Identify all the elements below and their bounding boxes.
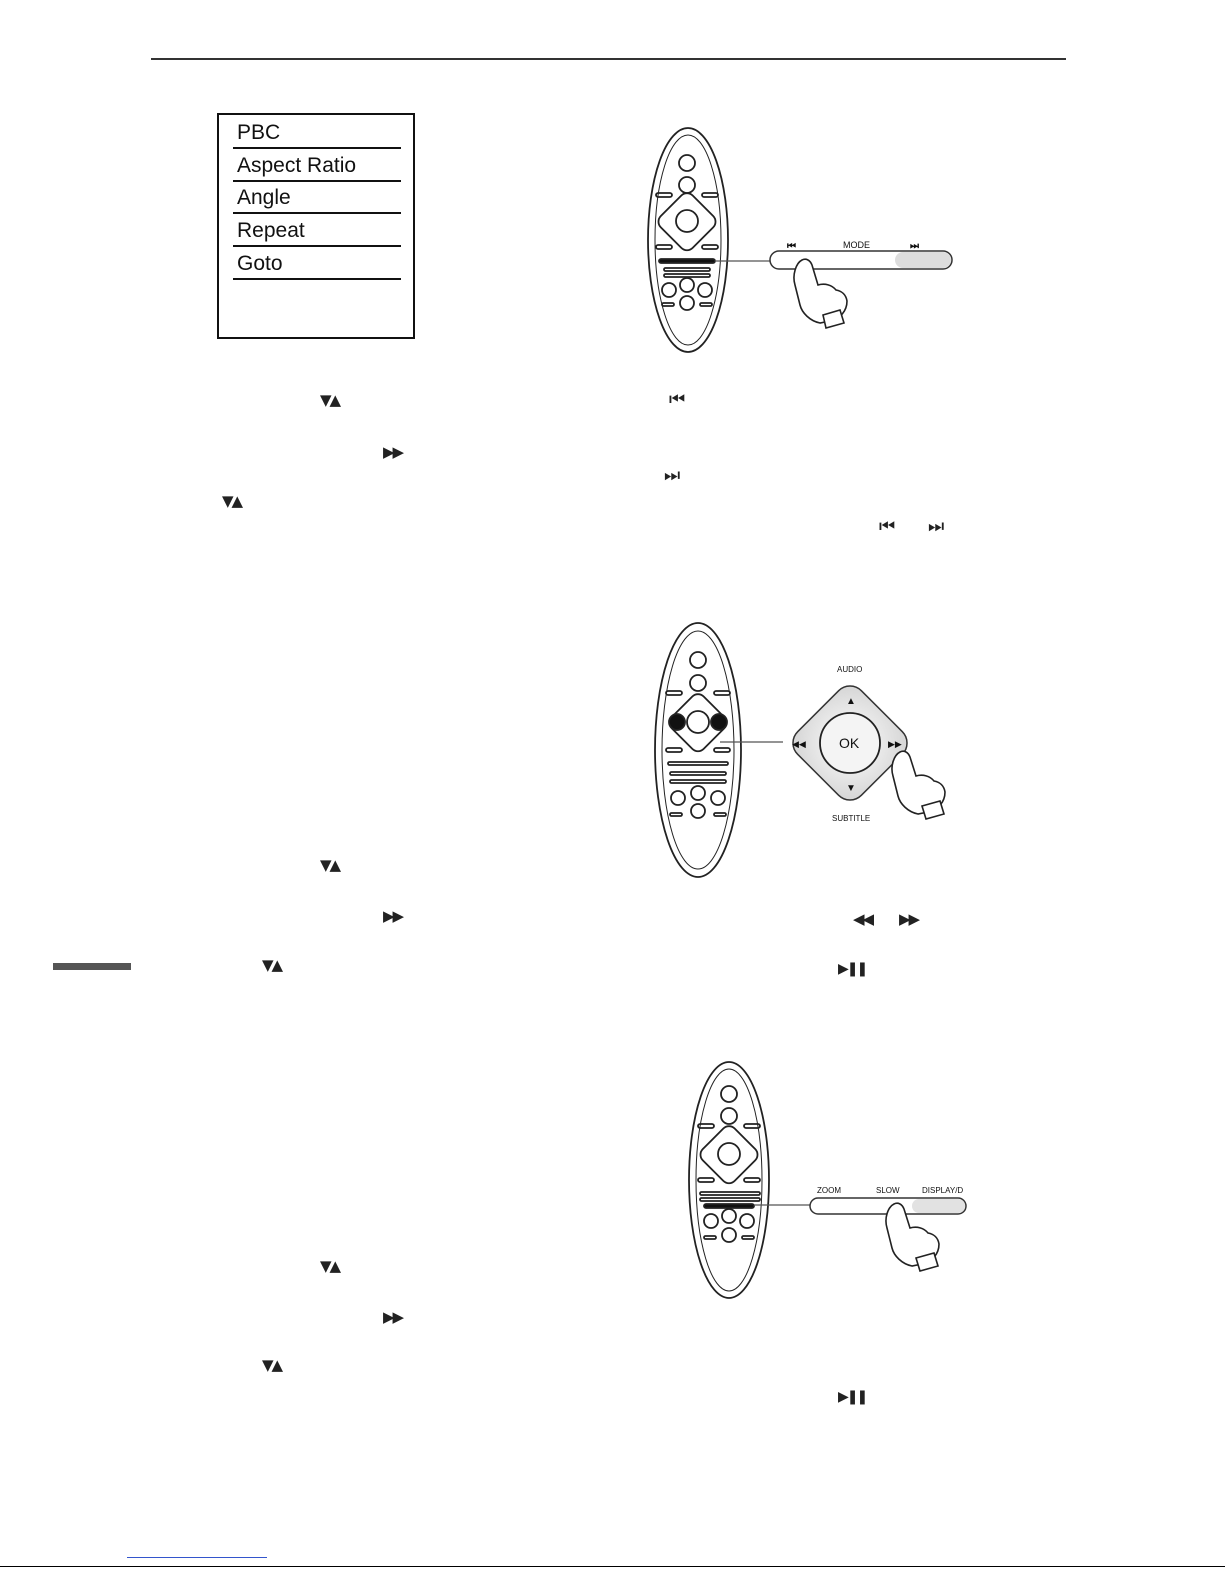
down-up-arrows-icon: ▼▲ (262, 956, 282, 974)
down-up-arrows-icon: ▼▲ (320, 391, 340, 409)
ok-label[interactable]: OK (839, 735, 860, 751)
display-label: DISPLAY/D (922, 1186, 964, 1195)
menu-item-goto[interactable]: Goto (233, 248, 401, 280)
fast-forward-icon: ▶▶ (383, 443, 403, 461)
fast-forward-icon[interactable]: ▶▶ (888, 739, 902, 749)
skip-next-icon[interactable]: ⏭ (910, 241, 919, 252)
figure-remote-slow (680, 1058, 980, 1308)
menu-item-aspect-ratio[interactable]: Aspect Ratio (233, 150, 401, 182)
menu-item-pbc[interactable]: PBC (233, 117, 401, 149)
mode-label: MODE (843, 240, 870, 250)
remote-control (648, 128, 728, 352)
remote-control (655, 623, 741, 877)
header-rule (151, 58, 1066, 60)
slow-label: SLOW (876, 1186, 900, 1195)
audio-label: AUDIO (837, 665, 863, 674)
figure-remote-skip (640, 125, 960, 375)
skip-next-icon: ⏭ (664, 465, 679, 486)
skip-previous-icon[interactable]: ⏮ (787, 241, 796, 252)
down-arrow-icon[interactable]: ▼ (846, 783, 856, 794)
subtitle-label: SUBTITLE (832, 814, 871, 823)
skip-previous-icon: ⏮ (879, 516, 894, 537)
skip-next-icon: ⏭ (928, 516, 943, 537)
down-up-arrows-icon: ▼▲ (320, 1257, 340, 1275)
fast-forward-icon: ▶▶ (383, 907, 403, 925)
down-up-arrows-icon: ▼▲ (262, 1356, 282, 1374)
up-arrow-icon[interactable]: ▲ (846, 696, 856, 707)
footer-link-underline (127, 1557, 267, 1558)
side-tab-bar (53, 963, 131, 970)
play-pause-icon: ▶❚❚ (838, 1389, 867, 1405)
rewind-icon[interactable]: ◀◀ (792, 739, 806, 749)
rewind-icon: ◀◀ (853, 910, 873, 928)
skip-previous-icon: ⏮ (669, 389, 684, 410)
down-up-arrows-icon: ▼▲ (222, 492, 242, 510)
play-pause-icon: ▶❚❚ (838, 961, 867, 977)
zoom-label: ZOOM (817, 1186, 841, 1195)
setup-menu (217, 113, 415, 339)
down-up-arrows-icon: ▼▲ (320, 856, 340, 874)
pointing-hand-icon (892, 751, 945, 819)
fast-forward-icon: ▶▶ (899, 910, 919, 928)
menu-item-angle[interactable]: Angle (233, 182, 401, 214)
footer-rule (0, 1566, 1225, 1567)
figure-remote-navigation (640, 620, 970, 885)
remote-control (689, 1062, 769, 1298)
menu-item-repeat[interactable]: Repeat (233, 215, 401, 247)
fast-forward-icon: ▶▶ (383, 1308, 403, 1326)
